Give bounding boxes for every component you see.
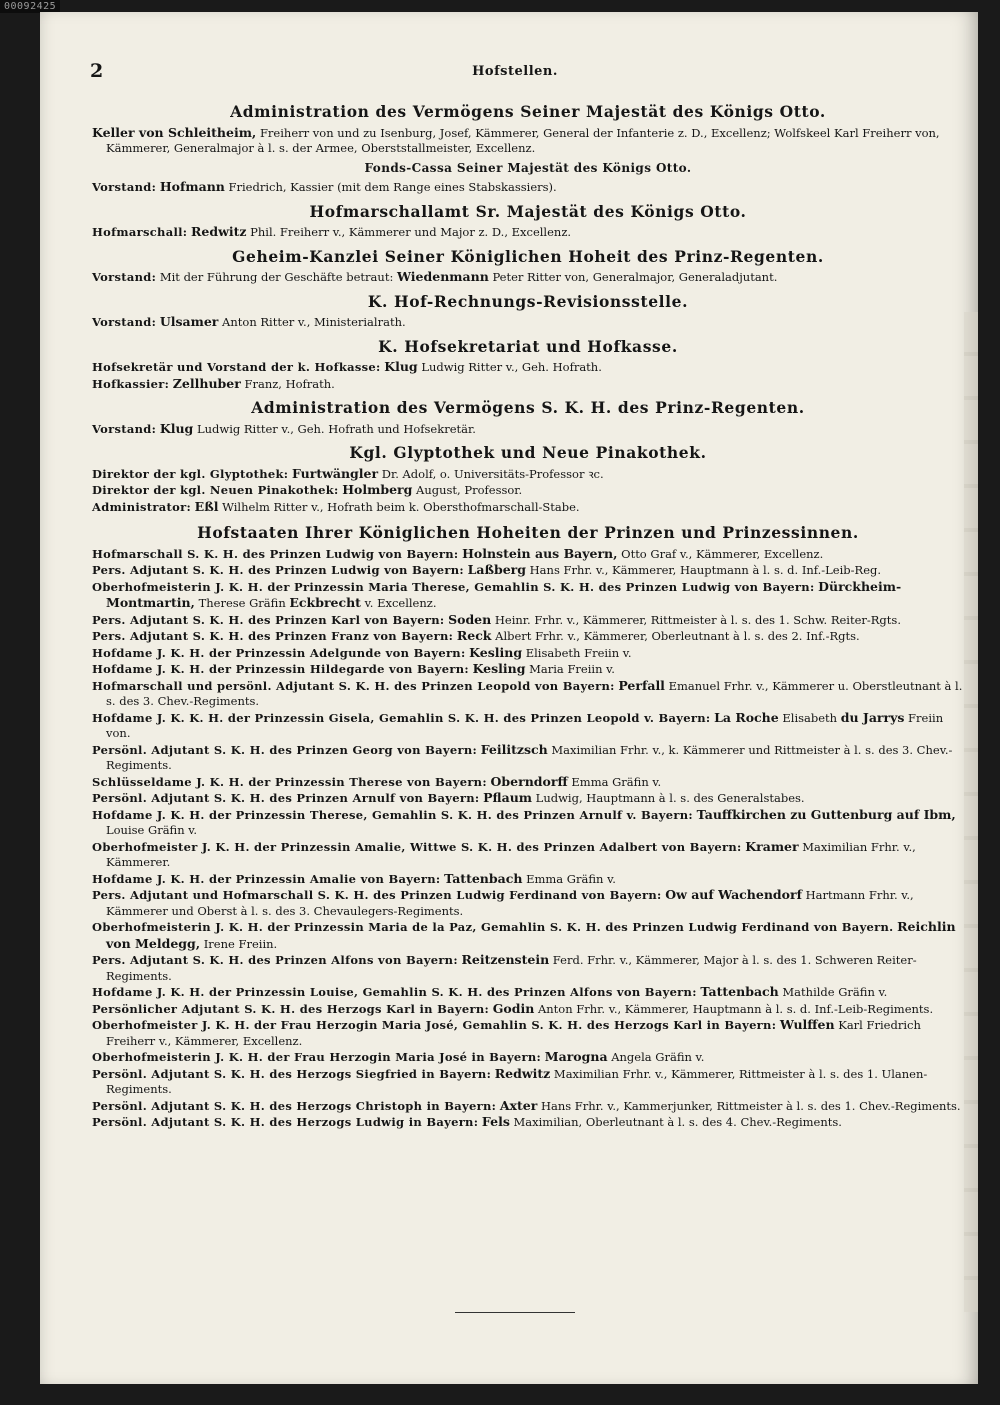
entry-position-label: Hofdame J. K. H. der Prinzessin Hildegarde von Bayern: xyxy=(92,662,469,676)
entry-position-label: Vorstand: xyxy=(92,315,157,329)
entry-details: Albert Frhr. v., Kämmerer, Oberleutnant à l. s. des 2. Inf.-Rgts. xyxy=(491,629,860,643)
entry-position-label: Vorstand: xyxy=(92,421,157,436)
entry-person-name: Wulffen xyxy=(779,1017,835,1032)
section-heading: Kgl. Glyptothek und Neue Pinakothek. xyxy=(349,443,707,462)
document-page xyxy=(40,12,978,1384)
entry-person-name: La Roche xyxy=(714,709,779,725)
entry-details: v. Excellenz. xyxy=(360,596,437,610)
entry-person-name: Eßl xyxy=(194,498,219,514)
entry-details: Hans Frhr. v., Kammerjunker, Rittmeister à l. s. des 1. Chev.-Regiments. xyxy=(537,1098,961,1113)
directory-entry xyxy=(92,807,964,839)
entry-details: Emanuel Frhr. v., Kämmerer u. Oberstleutnant à l. s. des 3. Chev.-Regiments. xyxy=(106,678,963,708)
section-heading: Administration des Vermögens Seiner Majestät des Königs Otto. xyxy=(230,102,826,121)
entry-person-name: Holnstein aus Bayern, xyxy=(462,545,618,561)
entry-details: Mit der Führung der Geschäfte betraut: xyxy=(159,270,397,284)
entry-person-name: Kramer xyxy=(745,838,799,854)
entry-details: Dr. Adolf, o. Universitäts-Professor ꝛc. xyxy=(378,466,604,481)
entry-details: Maximilian Frhr. v., k. Kämmerer und Rittmeister à l. s. des 3. Chev.-Regiments. xyxy=(106,742,953,772)
entry-position-label: Persönl. Adjutant S. K. H. des Herzogs Ludwig in Bayern: xyxy=(92,1115,479,1129)
directory-entry xyxy=(92,466,964,483)
entry-details: Otto Graf v., Kämmerer, Excellenz. xyxy=(617,546,824,561)
directory-entry xyxy=(92,482,964,499)
directory-entry xyxy=(92,1049,964,1066)
entry-details: Wilhelm Ritter v., Hofrath beim k. Obersthofmarschall-Stabe. xyxy=(218,499,580,514)
entry-person-name: Soden xyxy=(448,611,492,627)
entry-details: Maria Freiin v. xyxy=(525,662,615,676)
section-heading: K. Hof-Rechnungs-Revisionsstelle. xyxy=(367,291,689,311)
scan-id-label: 00092425 xyxy=(0,0,60,13)
entry-person-name: Zellhuber xyxy=(172,375,241,391)
entry-person-name: Axter xyxy=(499,1097,538,1113)
directory-entry xyxy=(92,742,964,774)
directory-entry xyxy=(92,887,964,919)
running-head: Hofstellen. xyxy=(472,64,558,79)
entry-person-name: Laßberg xyxy=(467,562,526,577)
entry-position-label: Pers. Adjutant S. K. H. des Prinzen Karl von Bayern: xyxy=(92,612,445,627)
directory-entry xyxy=(92,1114,964,1131)
entry-position-label: Hofdame J. K. K. H. der Prinzessin Gisela, Gemahlin S. K. H. des Prinzen Leopold v. Bayern: xyxy=(92,710,711,725)
page-content xyxy=(92,96,964,1131)
directory-entry xyxy=(92,790,964,807)
directory-entry xyxy=(92,984,964,1001)
directory-entry xyxy=(92,359,964,376)
page-header xyxy=(90,60,940,88)
directory-entry xyxy=(92,661,964,678)
directory-entry xyxy=(92,839,964,871)
entry-details: Elisabeth xyxy=(778,710,841,725)
directory-entry xyxy=(92,314,964,331)
entry-person-name: Reichlin von Meldegg, xyxy=(106,919,956,951)
entry-position-label: Hofmarschall S. K. H. des Prinzen Ludwig von Bayern: xyxy=(92,546,459,561)
directory-entry xyxy=(92,952,964,984)
directory-entry xyxy=(92,645,964,662)
directory-entry xyxy=(92,421,964,438)
entry-person-name: Ulsamer xyxy=(159,314,219,329)
entry-position-label: Oberhofmeisterin J. K. H. der Prinzessin Maria Therese, Gemahlin S. K. H. des Prinzen Ludwig von Bayern: xyxy=(92,579,815,594)
entry-position-label: Persönl. Adjutant S. K. H. des Herzogs Siegfried in Bayern: xyxy=(92,1066,492,1081)
entry-person-name: Hofmann xyxy=(159,179,225,194)
entry-position-label: Direktor der kgl. Neuen Pinakothek: xyxy=(92,483,339,497)
entry-person-name: Pflaum xyxy=(483,790,533,805)
directory-entry xyxy=(92,774,964,791)
directory-entry xyxy=(92,919,964,952)
entry-details: Ludwig, Hauptmann à l. s. des Generalstabes. xyxy=(532,791,805,805)
entry-position-label: Persönlicher Adjutant S. K. H. des Herzogs Karl in Bayern: xyxy=(92,1001,490,1016)
directory-entry xyxy=(92,562,964,579)
entry-details: Emma Gräfin v. xyxy=(522,871,616,886)
directory-entry xyxy=(92,1066,964,1098)
section-heading: Hofstaaten Ihrer Königlichen Hoheiten der Prinzen und Prinzessinnen. xyxy=(197,523,859,542)
entry-position-label: Oberhofmeisterin J. K. H. der Prinzessin Maria de la Paz, Gemahlin S. K. H. des Prinzen Ludwig Ferdinand von Bayern. xyxy=(92,920,894,934)
entry-position-label: Administrator: xyxy=(92,499,192,514)
entry-position-label: Hofmarschall und persönl. Adjutant S. K. H. des Prinzen Leopold von Bayern: xyxy=(92,678,615,693)
entry-position-label: Oberhofmeister J. K. H. der Frau Herzogin Maria José, Gemahlin S. K. H. des Herzogs Karl in Bayern: xyxy=(92,1018,777,1032)
entry-person-name: Dürckheim-Montmartin, xyxy=(106,578,902,610)
entry-person-name: Ow auf Wachendorf xyxy=(665,887,802,902)
entry-details: Heinr. Frhr. v., Kämmerer, Rittmeister à l. s. des 1. Schw. Reiter-Rgts. xyxy=(491,612,901,627)
entry-details: Anton Frhr. v., Kämmerer, Hauptmann à l. s. d. Inf.-Leib-Regiments. xyxy=(534,1001,934,1016)
entry-person-name: Klug xyxy=(159,420,194,436)
entry-details: Ludwig Ritter v., Geh. Hofrath. xyxy=(417,360,602,374)
entry-position-label: Hofdame J. K. H. der Prinzessin Adelgunde von Bayern: xyxy=(92,645,466,660)
directory-entry xyxy=(92,628,964,645)
directory-entry xyxy=(92,546,964,563)
directory-entry xyxy=(92,710,964,742)
entry-position-label: Vorstand: xyxy=(92,180,157,194)
entry-position-label: Persönl. Adjutant S. K. H. des Prinzen Georg von Bayern: xyxy=(92,742,478,757)
directory-entry xyxy=(92,499,964,516)
directory-entry xyxy=(92,1098,964,1115)
entry-person-name: Eckbrecht xyxy=(289,595,361,610)
entry-details: Ferd. Frhr. v., Kämmerer, Major à l. s. des 1. Schweren Reiter-Regiments. xyxy=(106,953,917,983)
entry-details: Maximilian, Oberleutnant à l. s. des 4. Chev.-Regiments. xyxy=(509,1115,842,1129)
entry-position-label: Hofsekretär und Vorstand der k. Hofkasse: xyxy=(92,360,381,374)
page-number: 2 xyxy=(90,60,104,82)
entry-person-name: Marogna xyxy=(544,1049,608,1064)
entry-details: Freiin von. xyxy=(106,710,944,740)
entry-person-name: Klug xyxy=(384,359,418,374)
section-subheading: Fonds-Cassa Seiner Majestät des Königs Otto. xyxy=(364,160,692,175)
facing-page-edge xyxy=(964,312,978,1312)
entry-person-name: Tauffkirchen zu Guttenburg auf Ibm, xyxy=(696,806,956,822)
entry-details: Maximilian Frhr. v., Kämmerer, Rittmeister à l. s. des 1. Ulanen-Regiments. xyxy=(106,1066,928,1096)
entry-details: Phil. Freiherr v., Kämmerer und Major z. D., Excellenz. xyxy=(246,225,572,239)
entry-person-name: Perfall xyxy=(618,677,665,693)
entry-details: Peter Ritter von, Generalmajor, Generaladjutant. xyxy=(488,270,778,284)
entry-position-label: Hofkassier: xyxy=(92,376,170,391)
entry-person-name: Tattenbach xyxy=(700,984,779,999)
entry-position-label: Persönl. Adjutant S. K. H. des Herzogs Christoph in Bayern: xyxy=(92,1098,497,1113)
directory-entry xyxy=(92,376,964,393)
entry-position-label: Hofdame J. K. H. der Prinzessin Therese, Gemahlin S. K. H. des Prinzen Arnulf v. Bayern: xyxy=(92,807,693,822)
entry-person-name: Kesling xyxy=(469,644,523,660)
directory-entry xyxy=(92,1001,964,1018)
entry-person-name: Reck xyxy=(456,628,492,643)
entry-person-name: Oberndorff xyxy=(490,773,568,789)
section-heading: Hofmarschallamt Sr. Majestät des Königs Otto. xyxy=(309,201,747,221)
entry-person-name: Tattenbach xyxy=(444,870,523,886)
section-heading: Geheim-Kanzlei Seiner Königlichen Hoheit des Prinz-Regenten. xyxy=(232,246,824,266)
entry-details: Angela Gräfin v. xyxy=(607,1050,705,1064)
entry-position-label: Oberhofmeisterin J. K. H. der Frau Herzogin Maria José in Bayern: xyxy=(92,1050,542,1064)
entry-position-label: Pers. Adjutant und Hofmarschall S. K. H. des Prinzen Ludwig Ferdinand von Bayern: xyxy=(92,888,662,902)
section-heading: K. Hofsekretariat und Hofkasse. xyxy=(378,336,678,356)
entry-details: August, Professor. xyxy=(412,483,523,497)
entry-position-label: Pers. Adjutant S. K. H. des Prinzen Franz von Bayern: xyxy=(92,629,454,643)
entry-person-name: Kesling xyxy=(472,661,526,676)
directory-entry xyxy=(92,125,964,157)
entry-details: Louise Gräfin v. xyxy=(106,823,198,837)
entry-details: Friedrich, Kassier (mit dem Range eines Stabskassiers). xyxy=(224,180,557,194)
entry-details: Elisabeth Freiin v. xyxy=(522,645,632,660)
entry-person-name: Godin xyxy=(492,1000,535,1016)
directory-entry xyxy=(92,1017,964,1049)
entry-position-label: Oberhofmeister J. K. H. der Prinzessin Amalie, Wittwe S. K. H. des Prinzen Adalbert von Bayern: xyxy=(92,839,742,854)
entry-position-label: Pers. Adjutant S. K. H. des Prinzen Ludwig von Bayern: xyxy=(92,563,464,577)
closing-rule xyxy=(455,1312,575,1313)
entry-details: Franz, Hofrath. xyxy=(240,376,335,391)
entry-position-label: Hofdame J. K. H. der Prinzessin Amalie von Bayern: xyxy=(92,871,441,886)
entry-position-label: Direktor der kgl. Glyptothek: xyxy=(92,466,289,481)
entry-person-name: Redwitz xyxy=(191,224,247,239)
entry-position-label: Hofmarschall: xyxy=(92,225,188,239)
section-heading: Administration des Vermögens S. K. H. des Prinz-Regenten. xyxy=(251,398,805,417)
entry-position-label: Hofdame J. K. H. der Prinzessin Louise, Gemahlin S. K. H. des Prinzen Alfons von Bayern: xyxy=(92,985,697,999)
entry-details: Therese Gräfin xyxy=(194,596,290,610)
entry-person-name: du Jarrys xyxy=(840,709,905,725)
directory-entry xyxy=(92,224,964,241)
entry-details: Hartmann Frhr. v., Kämmerer und Oberst à l. s. des 3. Chevaulegers-Regiments. xyxy=(106,888,914,918)
entry-person-name: Keller von Schleitheim, xyxy=(92,124,257,140)
entry-person-name: Furtwängler xyxy=(292,465,379,481)
entry-details: Irene Freiin. xyxy=(200,936,278,951)
directory-entry xyxy=(92,678,964,710)
entry-position-label: Vorstand: xyxy=(92,270,157,284)
directory-entry xyxy=(92,612,964,629)
entry-details: Ludwig Ritter v., Geh. Hofrath und Hofsekretär. xyxy=(193,421,476,436)
directory-entry xyxy=(92,579,964,612)
entry-details: Anton Ritter v., Ministerialrath. xyxy=(218,315,406,329)
entry-person-name: Feilitzsch xyxy=(480,741,548,757)
entry-person-name: Fels xyxy=(481,1114,510,1129)
entry-details: Emma Gräfin v. xyxy=(567,774,662,789)
entry-details: Freiherr von und zu Isenburg, Josef, Kämmerer, General der Infanterie z. D., Excellenz; Wolfskeel Karl Freiherr von, Kämmerer, Generalmajor à l. s. der Armee, Oberststallmeister, Excellenz. xyxy=(106,125,940,155)
entry-position-label: Pers. Adjutant S. K. H. des Prinzen Alfons von Bayern: xyxy=(92,953,458,967)
entry-person-name: Reitzenstein xyxy=(461,952,550,967)
directory-entry xyxy=(92,871,964,888)
entry-details: Mathilde Gräfin v. xyxy=(778,985,888,999)
directory-entry xyxy=(92,269,964,286)
entry-position-label: Schlüsseldame J. K. H. der Prinzessin Therese von Bayern: xyxy=(92,774,487,789)
directory-entry xyxy=(92,179,964,196)
entry-person-name: Holmberg xyxy=(342,482,413,497)
entry-person-name: Wiedenmann xyxy=(396,269,489,284)
entry-person-name: Redwitz xyxy=(494,1065,551,1081)
entry-details: Maximilian Frhr. v., Kämmerer. xyxy=(106,839,916,869)
entry-position-label: Persönl. Adjutant S. K. H. des Prinzen Arnulf von Bayern: xyxy=(92,791,480,805)
entry-details: Hans Frhr. v., Kämmerer, Hauptmann à l. s. d. Inf.-Leib-Reg. xyxy=(526,563,882,577)
entry-details: Karl Friedrich Freiherr v., Kämmerer, Excellenz. xyxy=(106,1018,921,1048)
